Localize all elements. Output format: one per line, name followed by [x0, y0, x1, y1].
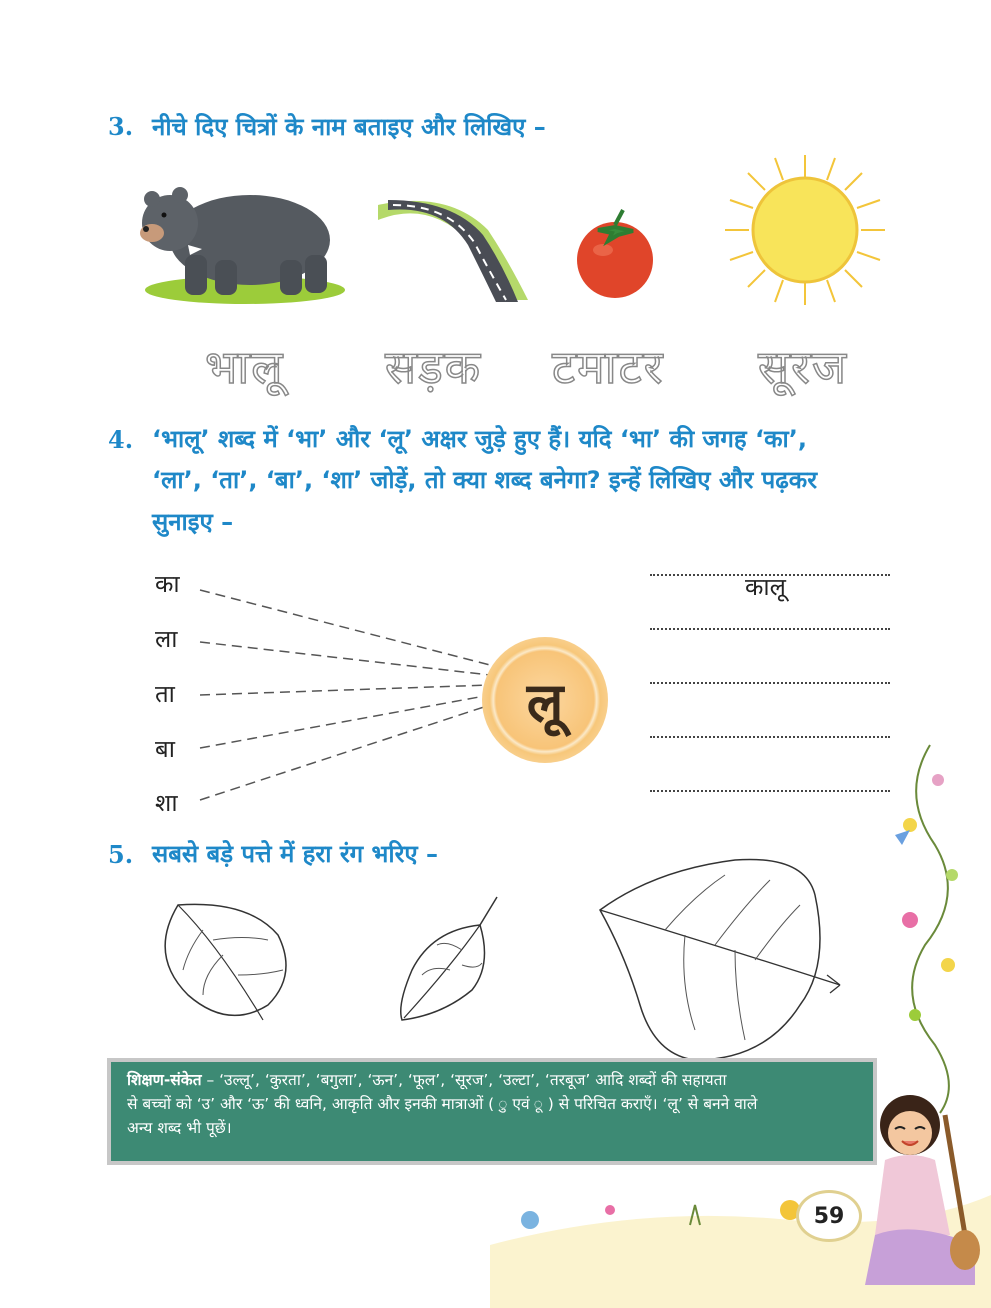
leaf-largest[interactable]	[595, 855, 850, 1065]
q5-number: 5.	[108, 840, 134, 869]
trace-word-sun: सूरज	[758, 340, 849, 394]
leaf-smallest[interactable]	[392, 895, 507, 1025]
teaching-note-line-2: से बच्चों को ‘उ’ और ‘ऊ’ की ध्वनि, आकृति और इनकी मात्राओं ( ु एवं ू ) से परिचित कराएँ। ‘लू’ से बनने वाले	[127, 1095, 758, 1113]
q4-number: 4.	[108, 425, 134, 454]
q4-line-2: ‘ला’, ‘ता’, ‘बा’, ‘शा’ जोड़ें, तो क्या शब्द बनेगा? इन्हें लिखिए और पढ़कर	[152, 466, 818, 494]
answer-line-3[interactable]	[650, 682, 890, 684]
sun-picture	[715, 150, 895, 310]
leaf-small-left[interactable]	[158, 895, 298, 1030]
q3-text: नीचे दिए चित्रों के नाम बताइए और लिखिए –	[152, 113, 546, 141]
trace-word-road: सड़क	[385, 340, 483, 394]
answer-line-4[interactable]	[650, 736, 890, 738]
q5-text: सबसे बड़े पत्ते में हरा रंग भरिए –	[152, 840, 439, 868]
flower-vine-decoration	[880, 735, 985, 1115]
syllable-sha: शा	[155, 789, 178, 817]
syllable-ta: ता	[155, 680, 175, 708]
q4-line-3: सुनाइए –	[152, 508, 234, 536]
syllable-ka: का	[155, 570, 180, 598]
trace-word-tomato: टमाटर	[552, 340, 665, 394]
answer-example: कालू	[745, 573, 786, 601]
page-number: 59	[796, 1190, 862, 1242]
syllable-ba: बा	[155, 735, 175, 763]
syllable-la: ला	[155, 625, 178, 653]
tomato-picture	[568, 205, 663, 300]
trace-word-bear: भालू	[205, 340, 285, 394]
teaching-note-line-3: अन्य शब्द भी पूछें।	[127, 1119, 232, 1137]
center-syllable: लू	[526, 671, 564, 734]
answer-line-2[interactable]	[650, 628, 890, 630]
road-picture	[368, 200, 528, 305]
q3-number: 3.	[108, 112, 134, 141]
center-syllable-badge	[482, 637, 608, 763]
answer-line-5[interactable]	[650, 790, 890, 792]
connector-lines	[190, 570, 500, 810]
teaching-note-heading: शिक्षण-संकेत	[127, 1071, 202, 1089]
teaching-note-line-1: – ‘उल्लू’, ‘कुरता’, ‘बगुला’, ‘ऊन’, ‘फूल’, ‘सूरज’, ‘उल्टा’, ‘तरबूज’ आदि शब्दों की सहायता	[201, 1071, 727, 1089]
teaching-note	[107, 1058, 877, 1165]
bear-picture	[130, 175, 355, 305]
q4-line-1: ‘भालू’ शब्द में ‘भा’ और ‘लू’ अक्षर जुड़े हुए हैं। यदि ‘भा’ की जगह ‘का’,	[152, 425, 807, 453]
girl-musician-illustration	[865, 1085, 985, 1285]
